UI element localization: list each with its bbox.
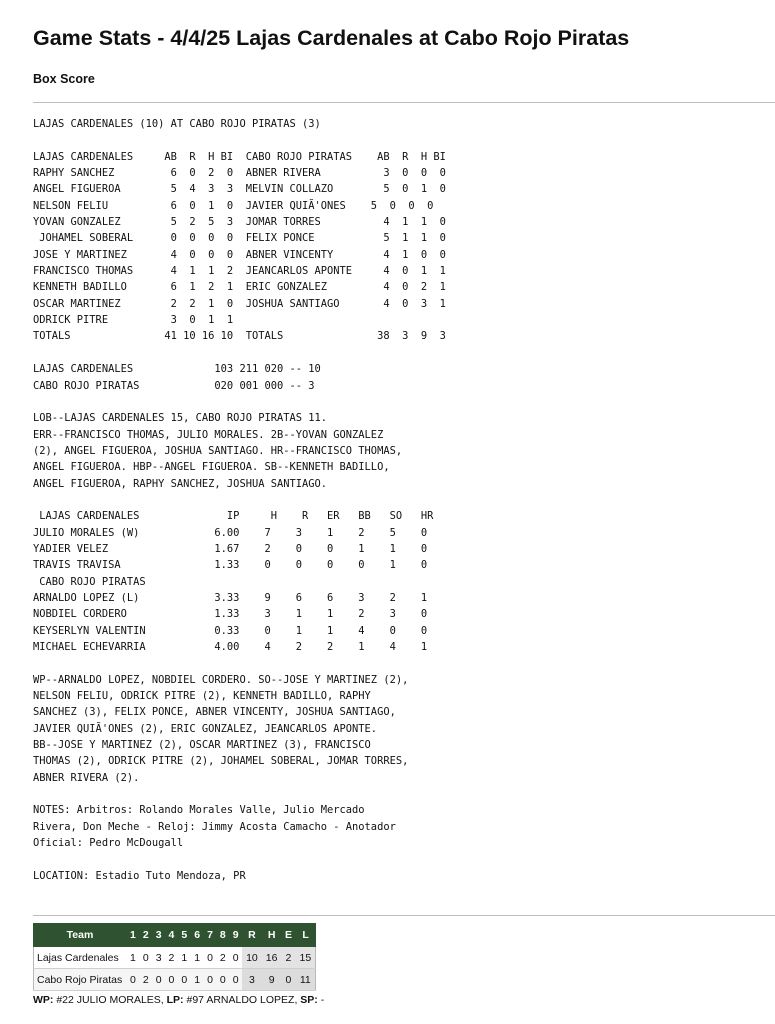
inning-score: 0 (139, 947, 152, 969)
lp-value: #97 ARNALDO LOPEZ, (183, 994, 301, 1006)
linescore-table (33, 923, 316, 991)
header-errors: E (281, 924, 295, 947)
inning-score: 2 (216, 947, 229, 969)
total-runs: 3 (242, 969, 262, 991)
total-hits: 9 (262, 969, 282, 991)
inning-score: 2 (165, 947, 178, 969)
header-inning-6: 6 (191, 924, 204, 947)
inning-score: 3 (152, 947, 165, 969)
total-errors: 0 (281, 969, 295, 991)
linescore-row-cabo-rojo (34, 969, 316, 991)
header-runs: R (242, 924, 262, 947)
inning-score: 1 (127, 947, 140, 969)
header-team: Team (34, 924, 127, 947)
header-inning-4: 4 (165, 924, 178, 947)
pitchers-of-record (33, 994, 324, 1006)
total-runs: 10 (242, 947, 262, 969)
header-inning-9: 9 (229, 924, 242, 947)
header-lob: L (295, 924, 315, 947)
wp-label: WP: (33, 994, 54, 1006)
inning-score: 0 (204, 969, 217, 991)
box-score-text: LAJAS CARDENALES (10) AT CABO ROJO PIRATAS (3) LAJAS CARDENALES AB R H BI CABO ROJO PIRATAS AB R H BI RAPHY SANCHEZ 6 0 2 0 ABNER RIVERA 3 0 0 0 ANGEL FIGUEROA 5 4 3 3 MELVIN COLLAZO 5 0 1 0 NELSON FELIU 6 0 1 0 JAVIER QUIÃ'ONES 5 0 0 0 YOVAN GONZALEZ 5 2 5 3 JOMAR TORRES 4 1 1 0 JOHAMEL SOBERAL 0 0 0 0 FELIX PONCE 5 1 1 0 JOSE Y MARTINEZ 4 0 0 0 ABNER VINCENTY 4 1 0 0 FRANCISCO THOMAS 4 1 1 2 JEANCARLOS APONTE 4 0 1 1 KENNETH BADILLO 6 1 2 1 ERIC GONZALEZ 4 0 2 1 OSCAR MARTINEZ 2 2 1 0 JOSHUA SANTIAGO 4 0 3 1 ODRICK PITRE 3 0 1 1 TOTALS 41 10 16 10 TOTALS 38 3 9 3 LAJAS CARDENALES 103 211 020 -- 10 CABO ROJO PIRATAS 020 001 000 -- 3 LOB--LAJAS CARDENALES 15, CABO ROJO PIRATAS 11. ERR--FRANCISCO THOMAS, JULIO MORALES. 2B--YOVAN GONZALEZ (2), ANGEL FIGUEROA, JOSHUA SANTIAGO. HR--FRANCISCO THOMAS, ANGEL FIGUEROA. HBP--ANGEL FIGUEROA. SB--KENNETH BADILLO, ANGEL FIGUEROA, RAPHY SANCHEZ, JOSHUA SANTIAGO. LAJAS CARDENALES IP H R ER BB SO HR JULIO MORALES (W) 6.00 7 3 1 2 5 0 YADIER VELEZ 1.67 2 0 0 1 1 0 TRAVIS TRAVISA 1.33 0 0 0 0 1 0 CABO ROJO PIRATAS ARNALDO LOPEZ (L) 3.33 9 6 6 3 2 1 NOBDIEL CORDERO 1.33 3 1 1 2 3 0 KEYSERLYN VALENTIN 0.33 0 1 1 4 0 0 MICHAEL ECHEVARRIA 4.00 4 2 2 1 4 1 WP--ARNALDO LOPEZ, NOBDIEL CORDERO. SO--JOSE Y MARTINEZ (2), NELSON FELIU, ODRICK PITRE (2), KENNETH BADILLO, RAPHY SANCHEZ (3), FELIX PONCE, ABNER VINCENTY, JOSHUA SANTIAGO, JAVIER QUIÃ'ONES (2), ERIC GONZALEZ, JEANCARLOS APONTE. BB--JOSE Y MARTINEZ (2), OSCAR MARTINEZ (3), FRANCISCO THOMAS (2), ODRICK PITRE (2), JOHAMEL SOBERAL, JOMAR TORRES, ABNER RIVERA (2). NOTES: Arbitros: Rolando Morales Valle, Julio Mercado Rivera, Don Meche - Reloj: Jimmy Acosta Camacho - Anotador Oficial: Pedro McDougall LOCATION: Estadio Tuto Mendoza, PR (33, 118, 446, 882)
inning-score: 0 (229, 947, 242, 969)
header-inning-8: 8 (216, 924, 229, 947)
total-errors: 2 (281, 947, 295, 969)
header-inning-3: 3 (152, 924, 165, 947)
divider-bottom (33, 915, 775, 916)
inning-score: 0 (178, 969, 191, 991)
linescore-row-lajas (34, 947, 316, 969)
linescore-header-row (34, 924, 316, 947)
inning-score: 0 (229, 969, 242, 991)
inning-score: 0 (127, 969, 140, 991)
inning-score: 1 (178, 947, 191, 969)
inning-score: 2 (139, 969, 152, 991)
divider-top (33, 102, 775, 103)
wp-value: #22 JULIO MORALES, (53, 994, 167, 1006)
inning-score: 0 (165, 969, 178, 991)
inning-score: 0 (152, 969, 165, 991)
total-lob: 11 (295, 969, 315, 991)
lp-label: LP: (166, 994, 184, 1006)
sp-label: SP: (300, 994, 318, 1006)
sp-value: - (317, 994, 325, 1006)
header-inning-1: 1 (127, 924, 140, 947)
inning-score: 1 (191, 947, 204, 969)
inning-score: 0 (216, 969, 229, 991)
header-inning-5: 5 (178, 924, 191, 947)
team-name: Lajas Cardenales (34, 947, 127, 969)
section-title-box-score: Box Score (33, 72, 95, 86)
header-inning-7: 7 (204, 924, 217, 947)
header-inning-2: 2 (139, 924, 152, 947)
inning-score: 0 (204, 947, 217, 969)
total-lob: 15 (295, 947, 315, 969)
header-hits: H (262, 924, 282, 947)
team-name: Cabo Rojo Piratas (34, 969, 127, 991)
total-hits: 16 (262, 947, 282, 969)
page-title: Game Stats - 4/4/25 Lajas Cardenales at Cabo Rojo Piratas (33, 26, 630, 50)
inning-score: 1 (191, 969, 204, 991)
